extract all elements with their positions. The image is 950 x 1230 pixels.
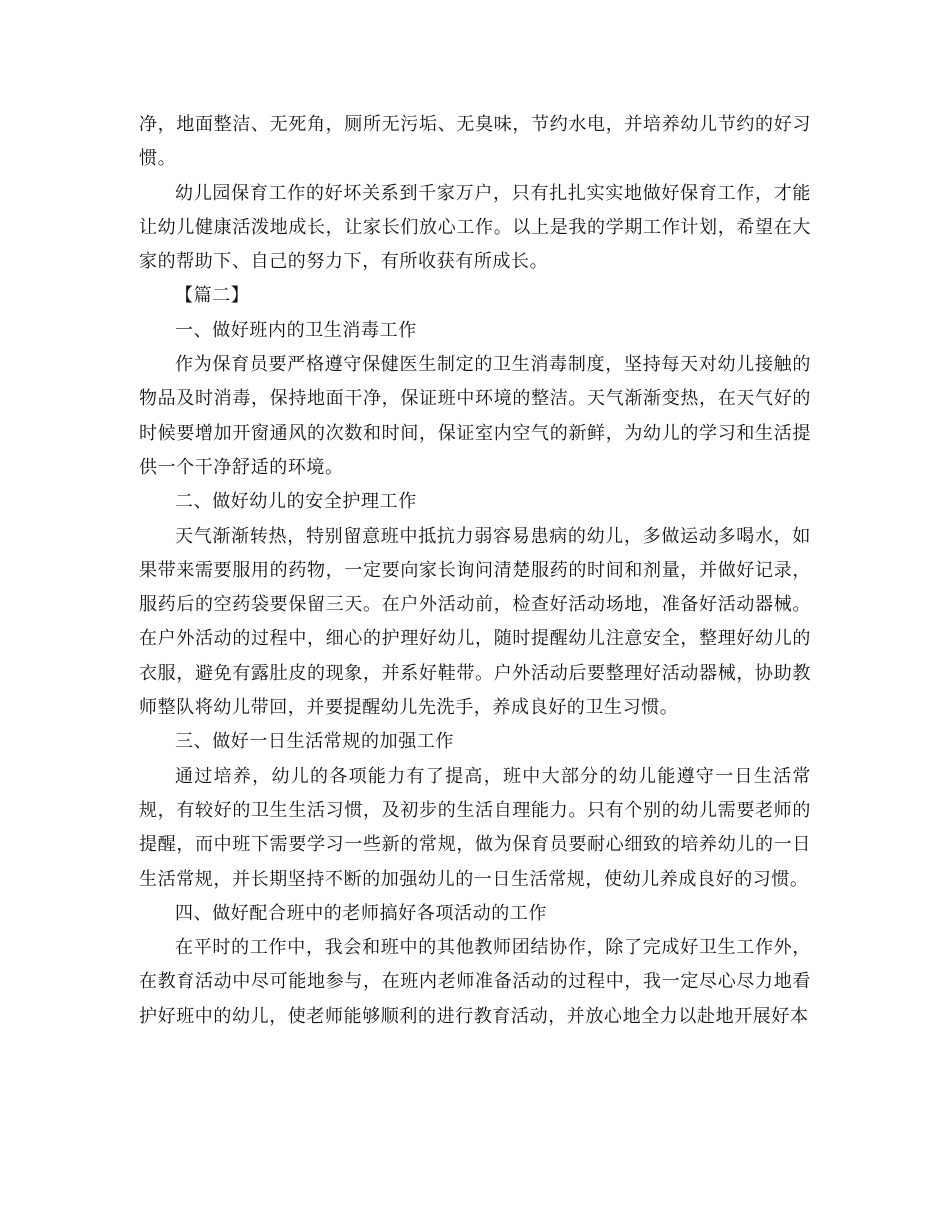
heading-teacher-cooperation: 四、做好配合班中的老师搞好各项活动的工作: [175, 902, 547, 924]
heading-hygiene-disinfection: 一、做好班内的卫生消毒工作: [175, 319, 417, 341]
paragraph-continuation: 净，地面整洁、无死角，厕所无污垢、无臭味，节约水电，并培养幼儿节约的好习惯。: [139, 114, 811, 170]
paragraph-safety-care: 天气渐渐转热，特别留意班中抵抗力弱容易患病的幼儿，多做运动多喝水，如果带来需要服用的药物，一定要向家长询问清楚服药的时间和剂量，并做好记录，服药后的空药袋要保留三天。在户外活动前，检查好活动场地，准备好活动器械。在户外活动的过程中，细心的护理好幼儿，随时提醒幼儿注意安全，整理好幼儿的衣服，避免有露肚皮的现象，并系好鞋带。户外活动后要整理好活动器械，协助教师整队将幼儿带回，并要提醒幼儿先洗手，养成良好的卫生习惯。: [139, 525, 811, 719]
paragraph-hygiene-disinfection: 作为保育员要严格遵守保健医生制定的卫生消毒制度，坚持每天对幼儿接触的物品及时消毒，保持地面干净，保证班中环境的整洁。天气渐渐变热，在天气好的时候要增加开窗通风的次数和时间，保证室内空气的新鲜，为幼儿的学习和生活提供一个干净舒适的环境。: [139, 354, 811, 478]
paragraph-teacher-cooperation: 在平时的工作中，我会和班中的其他教师团结协作，除了完成好卫生工作外，在教育活动中尽可能地参与，在班内老师准备活动的过程中，我一定尽心尽力地看护好班中的幼儿，使老师能够顺利的进行教育活动，并放心地全力以赴地开展好本: [139, 937, 811, 1027]
paragraph-closing-summary: 幼儿园保育工作的好坏关系到千家万户，只有扎扎实实地做好保育工作，才能让幼儿健康活泼地成长，让家长们放心工作。以上是我的学期工作计划，希望在大家的帮助下、自己的努力下，有所收获有所成长。: [139, 182, 811, 273]
heading-daily-routine: 三、做好一日生活常规的加强工作: [175, 731, 454, 753]
document-body: [139, 108, 811, 1034]
heading-safety-care: 二、做好幼儿的安全护理工作: [175, 491, 417, 513]
section-title-part-two: 【篇二】: [175, 285, 250, 307]
paragraph-daily-routine: 通过培养，幼儿的各项能力有了提高，班中大部分的幼儿能遵守一日生活常规，有较好的卫生生活习惯，及初步的生活自理能力。只有个别的幼儿需要老师的提醒，而中班下需要学习一些新的常规，做为保育员要耐心细致的培养幼儿的一日生活常规，并长期坚持不断的加强幼儿的一日生活常规，使幼儿养成良好的习惯。: [139, 765, 811, 890]
